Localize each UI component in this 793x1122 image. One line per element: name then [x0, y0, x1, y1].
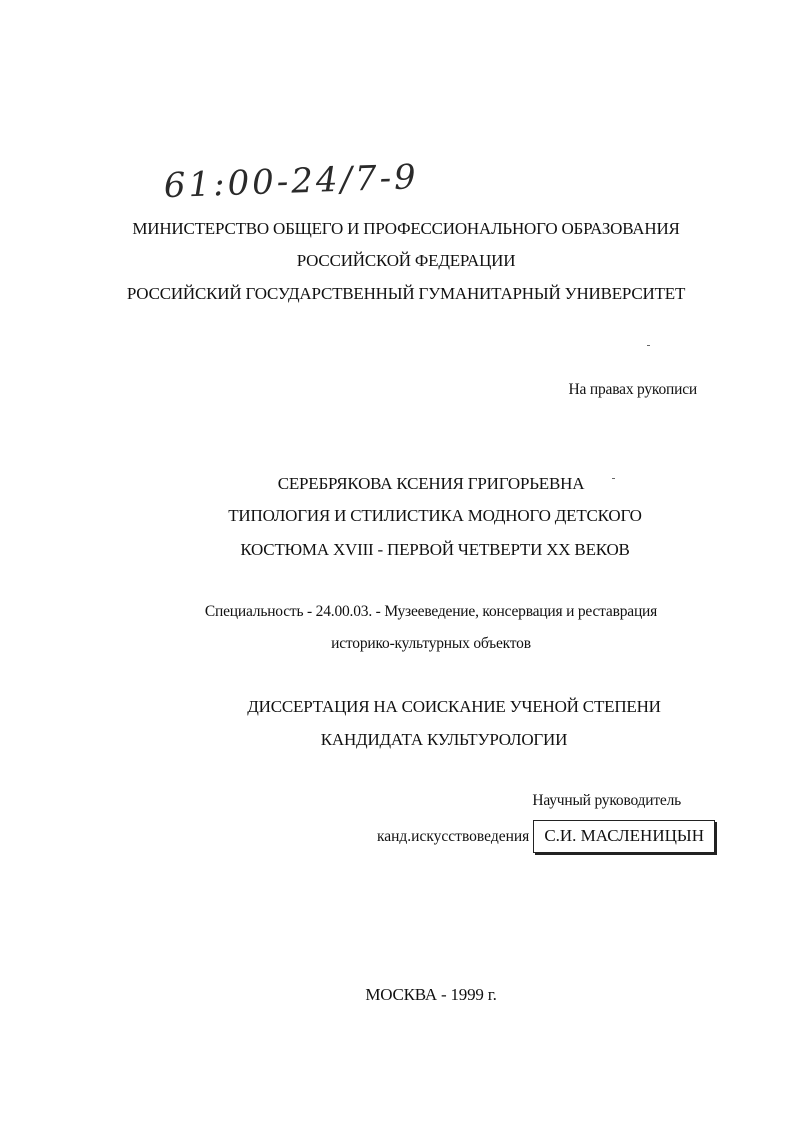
dissertation-title-line-1: ТИПОЛОГИЯ И СТИЛИСТИКА МОДНОГО ДЕТСКОГО	[228, 506, 642, 525]
scan-speck	[612, 478, 615, 479]
handwritten-archive-mark	[160, 152, 460, 222]
scan-speck	[647, 345, 650, 346]
archive-mark-text: 61:00-24/7-9	[163, 157, 420, 207]
specialty-line-1: Специальность - 24.00.03. - Музееведение, консервация и реставрация	[204, 603, 658, 620]
ministry-line-2: РОССИЙСКОЙ ФЕДЕРАЦИИ	[296, 251, 516, 270]
supervisor-degree: канд.искусствоведения	[376, 827, 530, 845]
specialty-line-2: историко-культурных объектов	[331, 635, 531, 652]
city-year: МОСКВА - 1999 г.	[365, 985, 497, 1004]
university-line: РОССИЙСКИЙ ГОСУДАРСТВЕННЫЙ ГУМАНИТАРНЫЙ УНИВЕРСИТЕТ	[126, 284, 686, 303]
dissertation-title-line-2: КОСТЮМА XVIII - ПЕРВОЙ ЧЕТВЕРТИ XX ВЕКОВ	[240, 540, 630, 559]
degree-statement-line-1: ДИССЕРТАЦИЯ НА СОИСКАНИЕ УЧЕНОЙ СТЕПЕНИ	[247, 697, 661, 716]
ministry-line-1: МИНИСТЕРСТВО ОБЩЕГО И ПРОФЕССИОНАЛЬНОГО ОБРАЗОВАНИЯ	[132, 219, 680, 238]
manuscript-rights-note: На правах рукописи	[568, 381, 697, 398]
supervisor-name-box: С.И. МАСЛЕНИЦЫН	[533, 820, 715, 853]
supervisor-row	[377, 820, 715, 853]
degree-statement-line-2: КАНДИДАТА КУЛЬТУРОЛОГИИ	[320, 730, 568, 749]
supervisor-label: Научный руководитель	[532, 792, 681, 809]
author-name: СЕРЕБРЯКОВА КСЕНИЯ ГРИГОРЬЕВНА	[277, 474, 585, 493]
